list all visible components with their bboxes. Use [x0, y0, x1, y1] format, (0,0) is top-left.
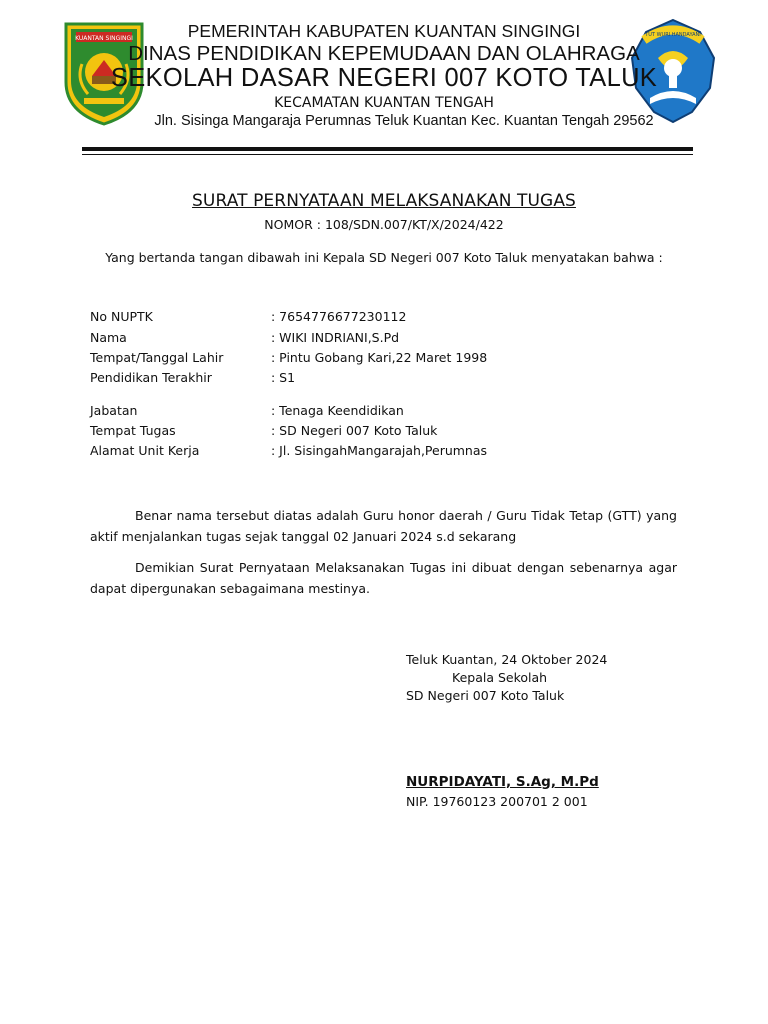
- field-label: Pendidikan Terakhir: [90, 370, 212, 385]
- body-paragraph-1: Benar nama tersebut diatas adalah Guru honor daerah / Guru Tidak Tetap (GTT) yang aktif menjalankan tugas sejak tanggal 02 Januari 2024 s.d sekarang: [90, 508, 677, 544]
- document-number: NOMOR : 108/SDN.007/KT/X/2024/422: [264, 217, 504, 232]
- field-label: Jabatan: [90, 403, 138, 418]
- letterhead-school: SEKOLAH DASAR NEGERI 007 KOTO TALUK: [110, 64, 658, 92]
- field-label: Tempat Tugas: [90, 423, 176, 438]
- field-value: : WIKI INDRIANI,S.Pd: [271, 330, 400, 345]
- letterhead-district: KECAMATAN KUANTAN TENGAH: [274, 95, 494, 111]
- field-value: : Tenaga Keendidikan: [271, 403, 404, 418]
- body-paragraph-2: Demikian Surat Pernyataan Melaksanakan Tugas ini dibuat dengan sebenarnya agar dapat dipergunakan sebagaimana mestinya.: [90, 560, 677, 596]
- letterhead-agency: DINAS PENDIDIKAN KEPEMUDAAN DAN OLAHRAGA: [128, 42, 640, 65]
- field-value: : S1: [271, 370, 296, 385]
- signatory-name: NURPIDAYATI, S.Ag, M.Pd: [406, 774, 599, 790]
- letterhead-government: PEMERINTAH KABUPATEN KUANTAN SINGINGI: [187, 21, 581, 41]
- field-value: : Pintu Gobang Kari,22 Maret 1998: [271, 350, 488, 365]
- signature-school: SD Negeri 007 Koto Taluk: [406, 688, 565, 703]
- field-label: Tempat/Tanggal Lahir: [90, 350, 224, 365]
- field-label: Nama: [90, 330, 127, 345]
- signature-position: Kepala Sekolah: [452, 670, 548, 685]
- intro-statement: Yang bertanda tangan dibawah ini Kepala SD Negeri 007 Koto Taluk menyatakan bahwa :: [105, 250, 663, 265]
- signature-place-date: Teluk Kuantan, 24 Oktober 2024: [406, 652, 608, 667]
- document-title: SURAT PERNYATAAN MELAKSANAKAN TUGAS: [192, 191, 576, 211]
- field-value: : Jl. SisingahMangarajah,Perumnas: [271, 443, 488, 458]
- field-value: : 7654776677230112: [271, 309, 407, 324]
- svg-text:KUANTAN SINGINGI: KUANTAN SINGINGI: [75, 35, 133, 42]
- field-label: Alamat Unit Kerja: [90, 443, 200, 458]
- svg-text:TUT WURI HANDAYANI: TUT WURI HANDAYANI: [645, 32, 701, 38]
- field-value: : SD Negeri 007 Koto Taluk: [271, 423, 438, 438]
- signatory-nip: NIP. 19760123 200701 2 001: [406, 794, 588, 809]
- field-label: No NUPTK: [90, 309, 153, 324]
- letterhead-divider-thick: [82, 147, 693, 151]
- letterhead-divider-thin: [82, 154, 693, 155]
- letterhead-address: Jln. Sisinga Mangaraja Perumnas Teluk Kuantan Kec. Kuantan Tengah 29562: [154, 113, 654, 129]
